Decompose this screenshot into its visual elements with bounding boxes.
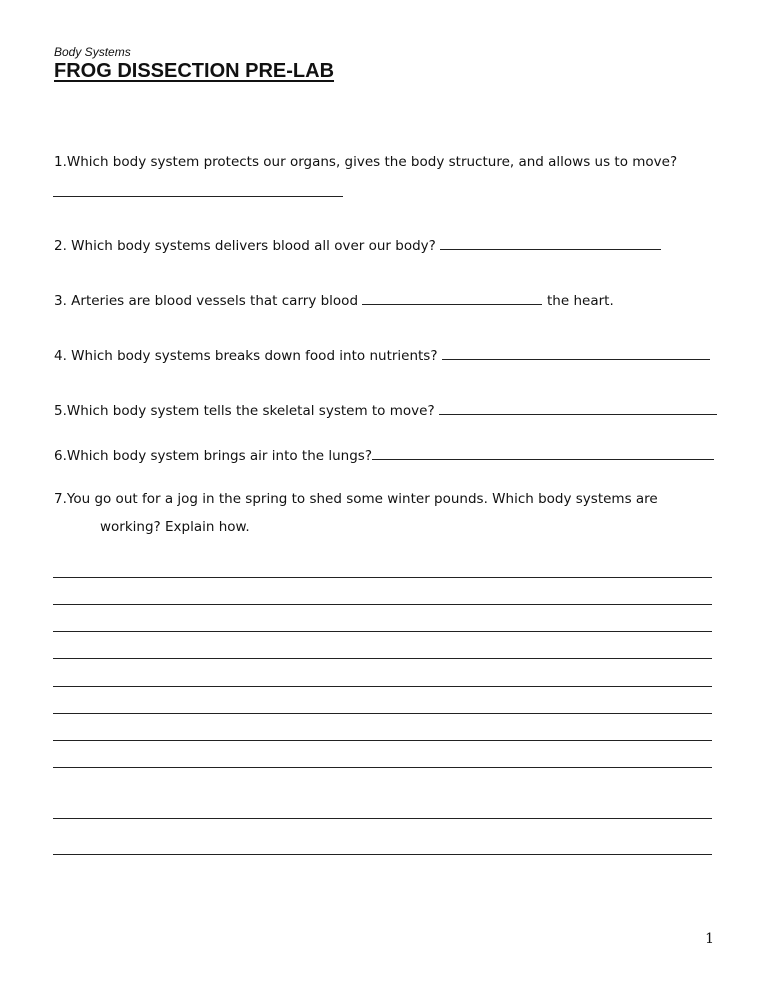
question-4-text: 4. Which body systems breaks down food into nutrients? <box>54 348 438 364</box>
question-4-answer-blank[interactable] <box>442 345 710 360</box>
question-3 <box>54 290 614 310</box>
question-5-text: 5.Which body system tells the skeletal system to move? <box>54 403 435 419</box>
page-subtitle: Body Systems <box>54 45 131 59</box>
answer-line[interactable] <box>53 854 712 855</box>
question-7-line-2: working? Explain how. <box>100 519 250 535</box>
answer-line[interactable] <box>53 818 712 819</box>
page-title: FROG DISSECTION PRE-LAB <box>54 60 335 82</box>
question-3-answer-blank[interactable] <box>362 290 542 305</box>
question-6-answer-blank[interactable] <box>372 445 714 460</box>
page-number: 1 <box>705 931 714 947</box>
question-4 <box>54 345 710 365</box>
answer-line[interactable] <box>53 740 712 741</box>
answer-line[interactable] <box>53 658 712 659</box>
question-5 <box>54 400 717 420</box>
question-2 <box>54 235 661 255</box>
answer-line[interactable] <box>53 577 712 578</box>
question-6-text: 6.Which body system brings air into the lungs? <box>54 448 372 464</box>
question-3-text-before: 3. Arteries are blood vessels that carry blood <box>54 293 359 309</box>
question-3-text-after: the heart. <box>547 293 614 309</box>
question-2-answer-blank[interactable] <box>440 235 661 250</box>
answer-line[interactable] <box>53 604 712 605</box>
answer-line[interactable] <box>53 686 712 687</box>
question-2-text: 2. Which body systems delivers blood all over our body? <box>54 238 436 254</box>
question-6 <box>54 445 714 465</box>
question-5-answer-blank[interactable] <box>439 400 717 415</box>
answer-line[interactable] <box>53 713 712 714</box>
question-1-answer-line[interactable] <box>53 196 343 197</box>
question-7-line-1: 7.You go out for a jog in the spring to shed some winter pounds. Which body systems are <box>54 491 658 507</box>
answer-line[interactable] <box>53 767 712 768</box>
answer-line[interactable] <box>53 631 712 632</box>
question-1-text: 1.Which body system protects our organs, gives the body structure, and allows us to move? <box>54 154 678 170</box>
